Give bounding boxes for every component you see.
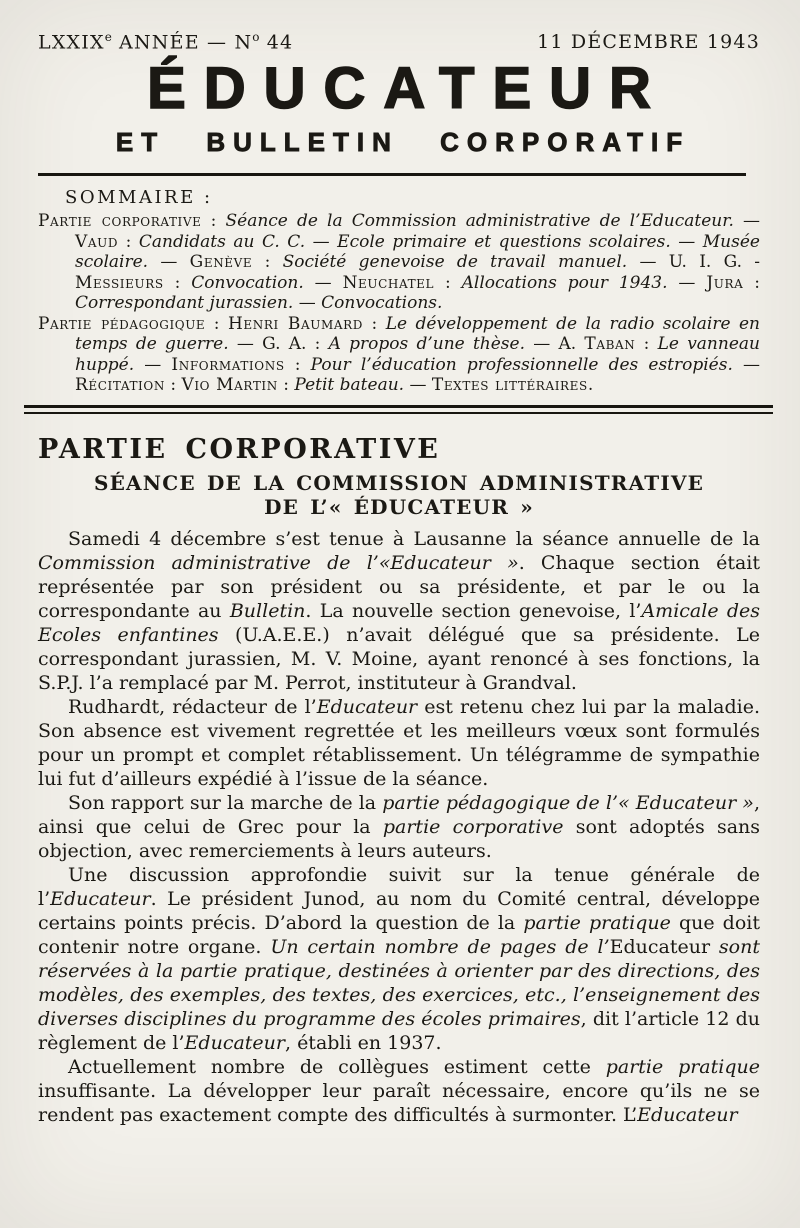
text-segment: Genève — [189, 252, 253, 273]
text-segment: — — [134, 354, 172, 375]
text-segment: Correspondant jurassien. — [75, 293, 294, 314]
paragraph — [38, 1055, 760, 1127]
article — [38, 434, 760, 1127]
text-segment: Amicale des Ecoles enfantines — [38, 599, 761, 646]
text-segment: Petit bateau. — [294, 375, 405, 396]
text-segment: : — [163, 272, 192, 293]
text-segment: Candidats au C. C. — Ecole primaire et questions scolaires. — Musée scolaire. — [75, 231, 760, 273]
text-segment: : — [434, 272, 462, 293]
text-segment: est retenu chez lui par la maladie. Son absence est vivement regrettée et les meilleurs vœux sont formulés pour un prompt et complet rétablissement. Un télégramme de sympathie lui fut d’ailleurs expédié à l’issue de la séance. — [38, 695, 760, 790]
paragraph — [38, 863, 760, 1055]
text-segment: Son rapport sur la marche de la — [68, 791, 383, 814]
paragraph — [38, 527, 760, 695]
text-segment: : — [205, 313, 228, 334]
text-segment: Une discussion approfondie suivit sur la tenue générale de l’ — [38, 863, 760, 910]
text-segment: Partie pédagogique — [38, 313, 206, 334]
text-segment: — — [733, 211, 760, 232]
text-segment: : — [284, 354, 311, 375]
text-segment: Educateur — [50, 887, 151, 910]
text-segment: , dit l’article 12 du règlement de l’ — [38, 1007, 760, 1054]
text-segment: Actuellement nombre de collègues estiment cette — [68, 1055, 606, 1078]
article-heading-line1: SÉANCE DE LA COMMISSION ADMINISTRATIVE — [93, 470, 705, 495]
text-segment: partie corporative — [382, 815, 564, 838]
text-segment: Educateur — [609, 935, 711, 958]
text-segment: Informations — [171, 354, 285, 375]
text-segment: partie pédagogique de l’« Educateur » — [382, 791, 754, 814]
text-segment: : — [164, 375, 182, 396]
text-segment: Rudhardt, rédacteur de l’ — [68, 695, 317, 718]
text-segment: , établi en 1937. — [284, 1031, 442, 1054]
text-segment: . Chaque section était représentée par son président ou sa présidente, et par le ou la correspondante au — [38, 551, 760, 622]
text-segment: — — [732, 354, 761, 375]
text-segment: sont adoptés sans objection, avec remerciements à leurs auteurs. — [38, 815, 761, 862]
text-segment: — U. I. G. - — [627, 252, 760, 273]
text-segment: partie pratique — [605, 1055, 760, 1078]
issue-number — [38, 30, 293, 53]
text-segment: Partie corporative — [38, 211, 202, 232]
issue-no-text: 44 — [259, 31, 294, 54]
text-segment: Convocation. — [191, 272, 304, 293]
text-segment: Pour l’éducation professionnelle des estropiés. — [310, 354, 733, 375]
masthead — [38, 30, 760, 53]
text-segment: Educateur — [184, 1031, 285, 1054]
text-segment: : — [363, 313, 386, 334]
text-segment: Vaud — [75, 231, 119, 252]
text-segment: Convocations. — [321, 293, 443, 314]
text-segment: (U.A.E.E.) n’avait délégué que sa présidente. Le correspondant jurassien, M. V. Moine, ayant renoncé à ses fonctions, la S.P.J. l’a remplacé par M. Perrot, instituteur à Grandval. — [38, 623, 760, 694]
text-segment: Séance de la Commission administrative de l’Educateur. — [225, 211, 734, 232]
text-segment: Messieurs — [75, 272, 164, 293]
section-heading: PARTIE CORPORATIVE — [38, 433, 441, 465]
text-segment: — — [303, 272, 343, 293]
publication-subtitle: ET BULLETIN CORPORATIF — [115, 127, 691, 158]
text-segment: — A. — [525, 334, 585, 355]
sommaire-divider — [24, 405, 773, 414]
superscript-e: e — [104, 30, 112, 44]
text-segment: Récitation — [75, 375, 165, 396]
article-heading-line2: DE L’« ÉDUCATEUR » — [264, 494, 534, 519]
text-segment: Société genevoise de travail manuel. — [282, 252, 628, 273]
text-segment: — — [667, 272, 707, 293]
text-segment: Textes littéraires. — [431, 375, 594, 396]
sommaire-item-pedagogique — [38, 314, 760, 396]
text-segment: Vio Martin — [181, 375, 278, 396]
text-segment: Samedi 4 décembre s’est tenue à Lausanne la séance annuelle de la — [68, 527, 760, 550]
text-segment: : — [252, 252, 283, 273]
text-segment: , ainsi que celui de Grec pour la — [38, 791, 760, 838]
text-segment: Neuchatel — [342, 272, 435, 293]
text-segment: . La nouvelle section genevoise, l’ — [305, 599, 642, 622]
text-segment: Commission administrative de l’«Educateur » — [38, 551, 519, 574]
text-segment: sont réservées à la partie pratique, destinées à orienter par des directions, des modèles, des exemples, des textes, des exercices, etc., l’enseignement des diverses disciplines du programme des écoles primaires — [38, 935, 760, 1030]
issue-volume-text: LXXIX — [38, 31, 105, 54]
text-segment: que doit contenir notre organe. — [38, 911, 760, 958]
text-segment: — — [293, 293, 322, 314]
text-segment: Taban — [584, 334, 636, 355]
article-heading — [38, 471, 760, 519]
superscript-o: o — [252, 30, 260, 44]
issue-date: 11 DÉCEMBRE 1943 — [537, 31, 760, 54]
text-segment: Henri Baumard — [227, 313, 364, 334]
text-segment: — G. A. : — [228, 334, 329, 355]
text-segment: Le vanneau huppé. — [75, 334, 760, 375]
text-segment: Educateur — [316, 695, 418, 718]
sommaire — [38, 188, 760, 396]
paragraph — [38, 695, 760, 791]
text-segment: Un certain nombre de pages de l’ — [270, 935, 610, 958]
text-segment: Bulletin — [229, 599, 306, 622]
sommaire-label: SOMMAIRE : — [65, 186, 213, 208]
text-segment: Le développement de la radio scolaire en temps de guerre. — [75, 313, 760, 355]
text-segment: Educateur — [637, 1103, 738, 1126]
paragraph — [38, 791, 760, 863]
issue-annee-text: ANNÉE — N — [111, 31, 253, 54]
text-segment: : — [118, 231, 139, 252]
text-segment: insuffisante. La développer leur paraît nécessaire, encore qu’ils ne se rendent pas exactement compte des difficultés à surmonter. L’ — [38, 1079, 760, 1126]
sommaire-item-corporative — [38, 211, 760, 314]
text-segment: partie pratique — [523, 911, 671, 934]
publication-title: ÉDUCATEUR — [147, 56, 669, 122]
text-segment: : — [277, 375, 295, 396]
masthead-divider — [38, 173, 746, 176]
text-segment: : — [201, 211, 226, 232]
text-segment: : — [635, 334, 658, 355]
text-segment: — — [148, 252, 190, 273]
text-segment: Allocations pour 1943. — [461, 272, 668, 293]
text-segment: : — [743, 272, 761, 293]
text-segment: Jura — [706, 272, 744, 293]
text-segment: . Le président Junod, au nom du Comité central, développe certains points précis. D’abord la question de la — [38, 887, 760, 934]
text-segment: A propos d’une thèse. — [328, 334, 525, 355]
text-segment: — — [404, 375, 432, 396]
